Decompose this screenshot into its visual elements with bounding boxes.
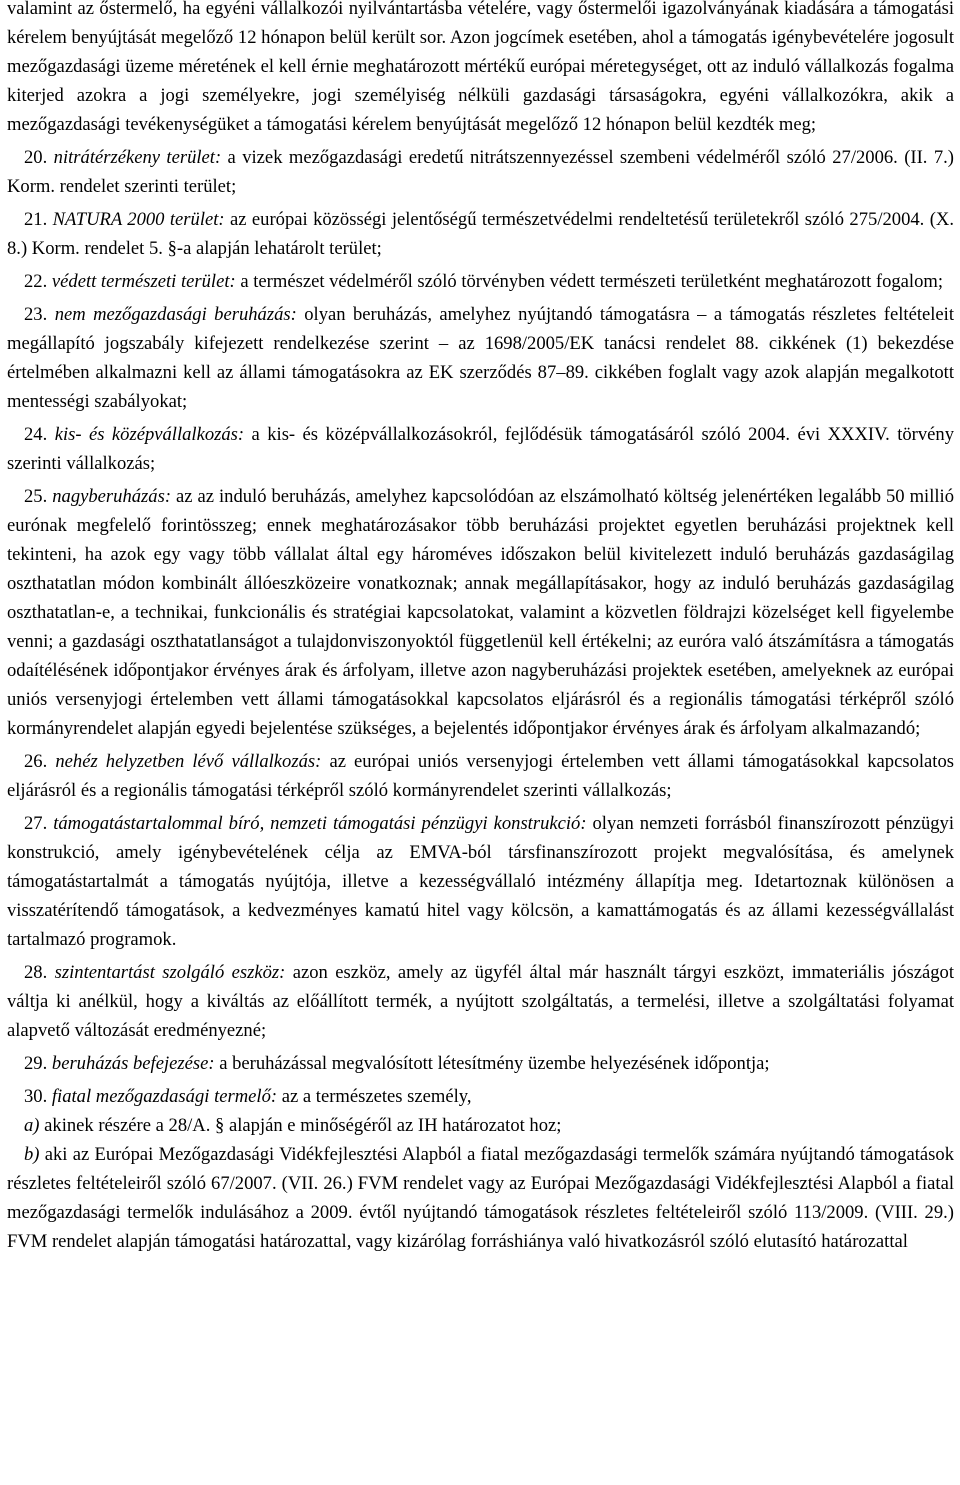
paragraph-intro-continuation (7, 0, 954, 139)
definition-text: az a természetes személy, (277, 1086, 472, 1107)
definition-26 (7, 747, 954, 805)
definition-21 (7, 205, 954, 263)
definition-30 (7, 1082, 954, 1111)
intro-text: valamint az őstermelő, ha egyéni vállalkozói nyilvántartásba vételére, vagy őstermelői igazolványának kiadására a támogatási kérelem benyújtását megelőző 12 hónapon belül került sor. Azon jogcímek esetében, ahol a támogatás igénybevételére jogosult mezőgazdasági üzeme méretének el kell érnie meghatározott mértékű európai méretegységet, ott az induló vállalkozás fogalma kiterjed azokra a jogi személyekre, jogi személyiség nélküli gazdasági társaságokra, egyéni vállalkozókra, akik a mezőgazdasági tevékenységüket a támogatási kérelem benyújtását megelőző 12 hónapon belül kezdték meg; (7, 0, 954, 135)
definition-term: NATURA 2000 terület: (52, 209, 225, 230)
definition-text: a beruházással megvalósított létesítmény üzembe helyezésének időpontja; (214, 1053, 770, 1074)
point-label: a) (24, 1115, 40, 1136)
definition-number: 28. (24, 962, 55, 983)
point-label: b) (24, 1144, 40, 1165)
definition-text: az európai közösségi jelentőségű természetvédelmi rendeltetésű területekről szóló 275/2004. (X. 8.) Korm. rendelet 5. §-a alapján lehatárolt terület; (7, 209, 954, 259)
point-text: aki az Európai Mezőgazdasági Vidékfejlesztési Alapból a fiatal mezőgazdasági termelők számára nyújtandó támogatások részletes feltételeiről szóló 67/2007. (VII. 26.) FVM rendelet vagy az Európai Mezőgazdasági Vidékfejlesztési Alapból a fiatal mezőgazdasági termelők indulásához a 2009. évtől nyújtandó támogatások részletes feltételeiről szóló 113/2009. (VIII. 29.) FVM rendelet alapján támogatási határozattal, vagy kizárólag forráshiánya való hivatkozásról szóló elutasító határozattal (7, 1144, 954, 1252)
definition-text: az európai uniós versenyjogi értelemben vett állami támogatásokkal kapcsolatos eljárásról és a regionális támogatási térképről szóló kormányrendelet szerinti vállalkozás; (7, 751, 955, 801)
definition-term: nitrátérzékeny terület: (53, 147, 222, 168)
definition-20 (7, 143, 954, 201)
definition-number: 20. (24, 147, 54, 168)
definition-30-point-a (7, 1111, 954, 1140)
definition-text: a kis- és középvállalkozásokról, fejlődésük támogatásáról szóló 2004. évi XXXIV. törvény szerinti vállalkozás; (7, 424, 954, 474)
definition-25 (7, 482, 954, 743)
point-text: akinek részére a 28/A. § alapján e minőségéről az IH határozatot hoz; (39, 1115, 562, 1136)
definition-number: 27. (24, 813, 54, 834)
definition-number: 21. (24, 209, 53, 230)
definition-23 (7, 300, 954, 416)
definition-number: 26. (24, 751, 56, 772)
definition-term: szintentartást szolgáló eszköz: (54, 962, 286, 983)
definition-term: kis- és középvállalkozás: (54, 424, 245, 445)
definition-text: az az induló beruházás, amelyhez kapcsolódóan az elszámolható költség jelenértéken legalább 50 millió eurónak megfelelő forintösszeg; ennek meghatározásakor több beruházási projektet egyetlen beruházási projektnek kell tekinteni, ha azok egy vagy több vállalat által egy hároméves időszakon belül kivitelezett induló beruházás gazdaságilag oszthatatlan módon kombinált állóeszközeire vonatkoznak; annak megállapításakor, hogy az induló beruházás gazdaságilag oszthatatlan-e, a technikai, funkcionális és stratégiai kapcsolatokat, valamint a közvetlen földrajzi közelséget kell figyelembe venni; a gazdasági oszthatatlanságot a tulajdonviszonyoktól függetlenül kell értékelni; az euróra való átszámításra a támogatás odaítélésének időpontjakor érvényes árak és árfolyam, illetve azon nagyberuházási projektek esetében, amelyeknek az európai uniós versenyjogi értelemben vett állami támogatásokkal kapcsolatos eljárásról és a regionális támogatási térképről szóló kormányrendelet alapján egyedi bejelentése szükséges, a bejelentés időpontjakor érvényes árak és árfolyam alkalmazandó; (7, 486, 954, 739)
definition-term: nehéz helyzetben lévő vállalkozás: (55, 751, 322, 772)
definition-28 (7, 958, 954, 1045)
definition-text: azon eszköz, amely az ügyfél által már használt tárgyi eszközt, immateriális jószágot váltja ki anélkül, hogy a kiváltás az előállított termék, a nyújtott szolgáltatás, a termelési, illetve a szolgáltatási folyamat alapvető változását eredményezné; (7, 962, 954, 1041)
definition-term: védett természeti terület: (51, 271, 236, 292)
definition-29 (7, 1049, 954, 1078)
definition-number: 23. (24, 304, 55, 325)
definition-text: olyan nemzeti forrásból finanszírozott pénzügyi konstrukció, amely igénybevételének célja az EMVA-ból társfinanszírozott projekt megvalósítása, és amelynek támogatástartalmát a támogatás nyújtója, illetve a kezességvállaló intézmény állapítja meg. Idetartoznak különösen a visszatérítendő támogatások, a kedvezményes kamatú hitel vagy kölcsön, a kamattámogatás és az állami kezességvállalást tartalmazó programok. (7, 813, 954, 950)
definition-22 (7, 267, 954, 296)
definition-term: nem mezőgazdasági beruházás: (54, 304, 297, 325)
definition-term: beruházás befejezése: (51, 1053, 215, 1074)
definition-number: 25. (24, 486, 53, 507)
definition-term: nagyberuházás: (52, 486, 172, 507)
definition-number: 22. (24, 271, 52, 292)
definition-term: támogatástartalommal bíró, nemzeti támogatási pénzügyi konstrukció: (53, 813, 587, 834)
definition-text: a vizek mezőgazdasági eredetű nitrátszennyezéssel szembeni védelméről szóló 27/2006. (II. 7.) Korm. rendelet szerinti terület; (7, 147, 954, 197)
definition-text: a természet védelméről szóló törvényben védett természeti területként meghatározott fogalom; (235, 271, 944, 292)
definition-number: 30. (24, 1086, 52, 1107)
definition-text: olyan beruházás, amelyhez nyújtandó támogatásra – a támogatás részletes feltételeit megállapító jogszabály kifejezett rendelkezése szerint – az 1698/2005/EK tanácsi rendelet 88. cikkének (1) bekezdése értelmében alkalmazni kell az állami támogatásokra az EK szerződés 87–89. cikkében foglalt vagy azok alapján megalkotott mentességi szabályokat; (7, 304, 955, 412)
definition-24 (7, 420, 954, 478)
definition-30-point-b (7, 1140, 954, 1256)
definition-number: 24. (24, 424, 55, 445)
definition-term: fiatal mezőgazdasági termelő: (51, 1086, 278, 1107)
definition-number: 29. (24, 1053, 52, 1074)
definition-27 (7, 809, 954, 954)
